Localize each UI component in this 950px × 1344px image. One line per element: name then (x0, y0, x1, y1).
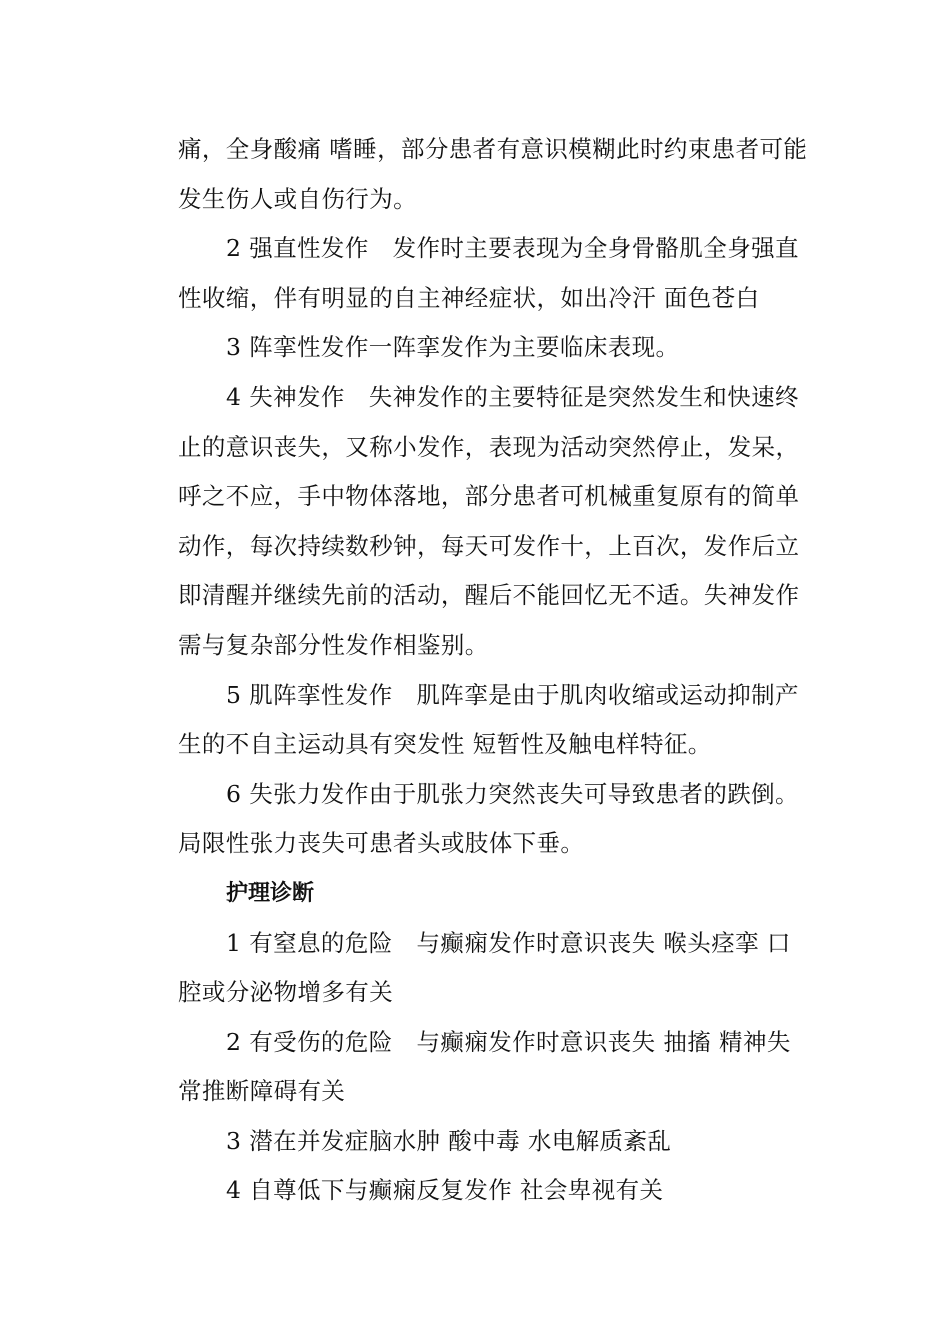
paragraph-atonic-seizure: 6 失张力发作由于肌张力突然丧失可导致患者的跌倒。局限性张力丧失可患者头或肢体下垂。 (178, 779, 799, 858)
paragraph-continuation: 痛，全身酸痛 嗜睡，部分患者有意识模糊此时约束患者可能发生伤人或自伤行为。 (178, 135, 808, 213)
paragraph-myoclonic-seizure: 5 肌阵挛性发作 肌阵挛是由于肌肉收缩或运动抑制产生的不自主运动具有突发性 短暂性及触电样特征。 (178, 680, 799, 759)
paragraph-absence-seizure: 4 失神发作 失神发作的主要特征是突然发生和快速终止的意识丧失，又称小发作，表现为活动突然停止，发呆，呼之不应，手中物体落地，部分患者可机械重复原有的简单动作，每次持续数秒钟，每天可发作十，上百次，发作后立即清醒并继续先前的活动，醒后不能回忆无不适。失神发作需与复杂部分性发作相鉴别。 (178, 382, 800, 659)
section-heading-nursing-diagnosis: 护理诊断 (226, 879, 315, 906)
diagnosis-item-self-esteem: 4 自尊低下与癫痫反复发作 社会卑视有关 (226, 1176, 664, 1205)
document-page (178, 125, 808, 1216)
paragraph-clonic-seizure: 3 阵挛性发作一阵挛发作为主要临床表现。 (226, 333, 680, 362)
diagnosis-item-injury: 2 有受伤的危险 与癫痫发作时意识丧失 抽搐 精神失常推断障碍有关 (178, 1027, 791, 1106)
paragraph-tonic-seizure: 2 强直性发作 发作时主要表现为全身骨骼肌全身强直性收缩，伴有明显的自主神经症状，如出冷汗 面色苍白 (178, 234, 799, 312)
diagnosis-item-asphyxia: 1 有窒息的危险 与癫痫发作时意识丧失 喉头痉挛 口腔或分泌物增多有关 (178, 928, 791, 1007)
diagnosis-item-complications: 3 潜在并发症脑水肿 酸中毒 水电解质紊乱 (226, 1126, 672, 1155)
